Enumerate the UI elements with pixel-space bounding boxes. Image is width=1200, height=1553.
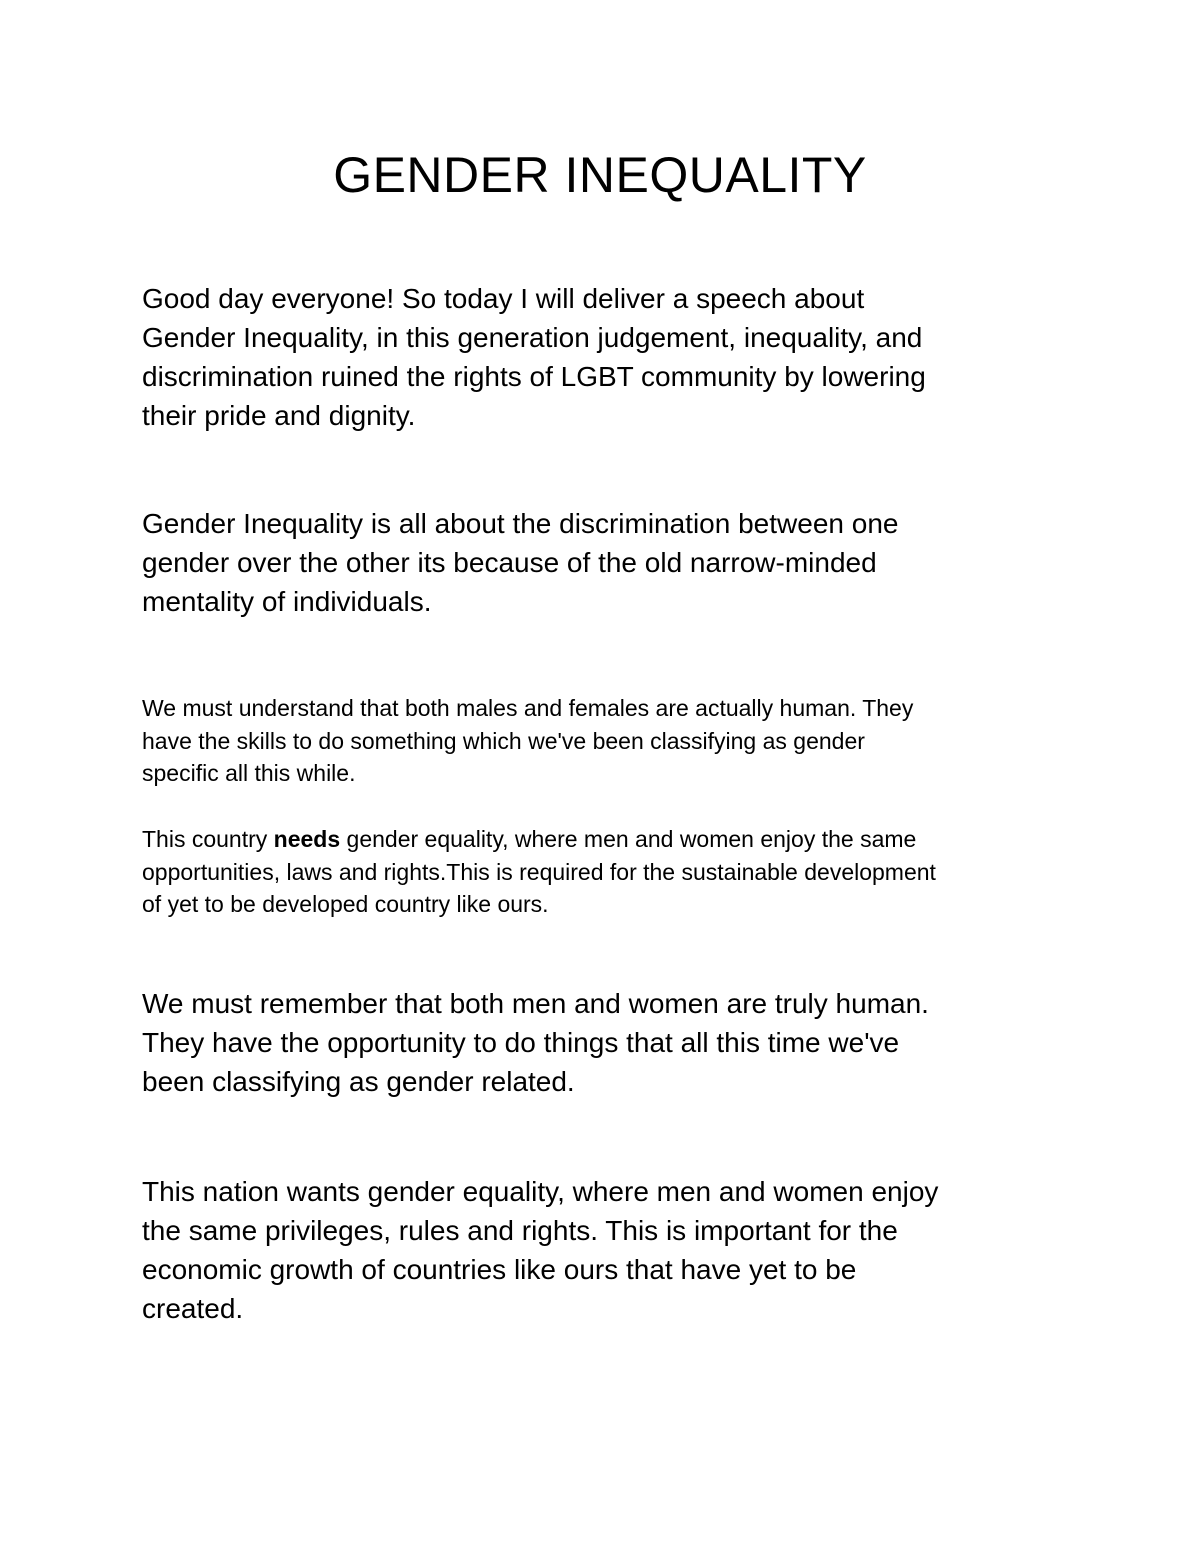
paragraph-line: Good day everyone! So today I will deliver a speech about — [142, 283, 865, 314]
paragraph-line: opportunities, laws and rights.This is required for the sustainable development — [142, 858, 936, 885]
paragraph-line: the same privileges, rules and rights. This is important for the — [142, 1215, 898, 1246]
paragraph-introduction — [142, 279, 926, 435]
paragraph-understanding — [142, 692, 913, 790]
text-run: gender equality, where men and women enjoy the same — [340, 826, 917, 852]
paragraph-line — [142, 823, 936, 856]
text-run: This country — [142, 826, 274, 852]
paragraph-definition — [142, 504, 898, 621]
paragraph-line: of yet to be developed country like ours. — [142, 891, 549, 917]
paragraph-line: economic growth of countries like ours that have yet to be — [142, 1254, 857, 1285]
paragraph-line: gender over the other its because of the old narrow-minded — [142, 547, 877, 578]
paragraph-line: specific all this while. — [142, 760, 356, 786]
paragraph-nation-wants — [142, 1172, 938, 1328]
document-title: GENDER INEQUALITY — [333, 147, 867, 203]
paragraph-line: created. — [142, 1293, 244, 1324]
paragraph-line: been classifying as gender related. — [142, 1066, 575, 1097]
paragraph-line: Gender Inequality is all about the discrimination between one — [142, 508, 899, 539]
paragraph-line: mentality of individuals. — [142, 586, 432, 617]
paragraph-country-needs — [142, 823, 936, 921]
emphasized-word: needs — [273, 826, 341, 852]
paragraph-line: have the skills to do something which we've been classifying as gender — [142, 727, 865, 754]
paragraph-line: This nation wants gender equality, where men and women enjoy — [142, 1176, 939, 1207]
paragraph-line: We must remember that both men and women are truly human. — [142, 988, 929, 1019]
paragraph-line: They have the opportunity to do things that all this time we've — [142, 1027, 900, 1058]
paragraph-line: their pride and dignity. — [142, 400, 416, 431]
paragraph-line: Gender Inequality, in this generation judgement, inequality, and — [142, 322, 923, 353]
paragraph-line: We must understand that both males and females are actually human. They — [142, 695, 914, 721]
paragraph-line: discrimination ruined the rights of LGBT community by lowering — [142, 361, 926, 392]
paragraph-remember — [142, 984, 929, 1101]
